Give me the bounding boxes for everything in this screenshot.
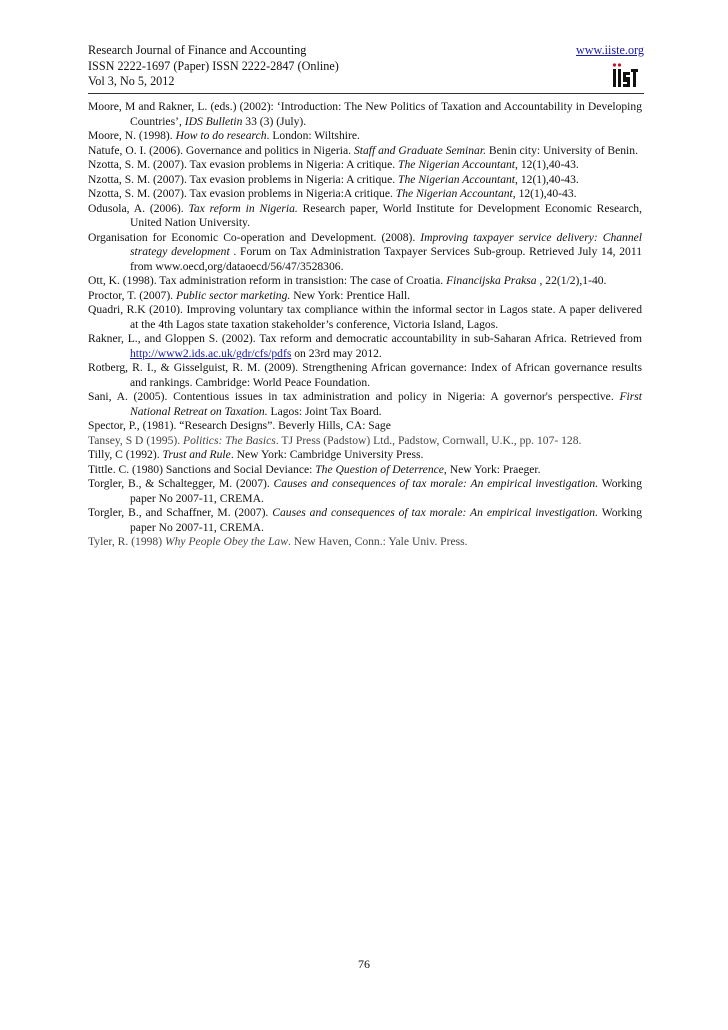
reference-entry — [88, 535, 642, 550]
reference-entry — [88, 477, 642, 506]
reference-text: . TJ Press (Padstow) Ltd., Padstow, Cornwall, U.K., pp. 107- 128. — [275, 433, 582, 447]
reference-entry — [88, 361, 642, 390]
reference-text: Moore, M and Rakner, L. (eds.) (2002): ‘Introduction: The New Politics of Taxation and Accountability in Developing Countries’, — [88, 100, 642, 128]
reference-text: Research paper, World Institute for Development Economic Research, United Nation University. — [130, 201, 642, 229]
reference-text: Proctor, T. (2007). — [88, 288, 176, 302]
reference-text: Nzotta, S. M. (2007). Tax evasion problems in Nigeria: A critique. — [88, 158, 399, 171]
reference-entry — [88, 390, 642, 419]
reference-text: Torgler, B., & Schaltegger, M. (2007). — [88, 477, 274, 490]
volume-line: Vol 3, No 5, 2012 — [88, 74, 175, 88]
issn-line: ISSN 2222-1697 (Paper) ISSN 2222-2847 (Online) — [88, 58, 339, 73]
reference-italic-text: The Nigerian Accountant — [395, 187, 513, 200]
reference-text: Nzotta, S. M. (2007). Tax evasion problems in Nigeria: A critique. — [88, 172, 399, 186]
reference-link[interactable]: http://www2.ids.ac.uk/gdr/cfs/pdfs — [130, 346, 292, 360]
reference-italic-text: Politics: The Basics — [183, 433, 276, 447]
reference-italic-text: The Question of Deterrence — [315, 462, 444, 476]
reference-entry — [88, 158, 642, 173]
reference-text: New York: Prentice Hall. — [290, 288, 411, 302]
reference-italic-text: The Nigerian Accountant — [398, 172, 516, 186]
reference-italic-text: IDS Bulletin — [184, 114, 243, 128]
reference-text: Moore, N. (1998). — [88, 129, 176, 142]
reference-italic-text: Causes and consequences of tax morale: An empirical investigation. — [273, 477, 599, 490]
reference-italic-text: Staff and Graduate Seminar. — [353, 143, 486, 157]
reference-text: Ott, K. (1998). Tax administration reform in transistion: The case of Croatia. — [88, 274, 447, 287]
reference-list — [88, 100, 642, 550]
reference-text: Rotberg, R. I., & Gisselguist, R. M. (2009). Strengthening African governance: Index of African governance results and rankings. Cambridge: World Peace Foundation. — [88, 361, 642, 389]
reference-entry — [88, 289, 642, 304]
reference-text: Tyler, R. (1998) — [88, 535, 165, 548]
reference-entry — [88, 332, 642, 361]
reference-entry — [88, 463, 642, 478]
reference-entry — [88, 506, 642, 535]
reference-text: Working paper No 2007-11, CREMA. — [130, 477, 642, 505]
reference-text: Lagos: Joint Tax Board. — [267, 404, 382, 418]
reference-italic-text: The Nigerian Accountant — [398, 158, 516, 171]
reference-text: on 23rd may 2012. — [291, 346, 382, 360]
reference-text: Tansey, S D (1995). — [88, 433, 184, 447]
reference-italic-text: Improving taxpayer service delivery: Channel strategy development — [130, 230, 642, 258]
reference-italic-text: How to do research — [175, 129, 267, 142]
reference-text: . London: Wiltshire. — [266, 129, 360, 142]
reference-text: Rakner, L., and Gloppen S. (2002). Tax reform and democratic accountability in sub-Saharan Africa. Retrieved from — [88, 332, 642, 345]
reference-italic-text: Causes and consequences of tax morale: An empirical investigation. — [272, 506, 598, 519]
reference-text: Odusola, A. (2006). — [88, 201, 189, 215]
reference-text: , 12(1),40-43. — [515, 158, 579, 171]
reference-text: . New Haven, Conn.: Yale Univ. Press. — [287, 535, 468, 548]
page-number: 76 — [358, 957, 370, 971]
reference-text: . New York: Cambridge University Press. — [230, 448, 424, 461]
reference-text: Torgler, B., and Schaffner, M. (2007). — [88, 506, 273, 519]
reference-italic-text: Tax reform in Nigeria. — [188, 201, 298, 215]
reference-text: Sani, A. (2005). Contentious issues in tax administration and policy in Nigeria: A governor's perspective. — [88, 390, 620, 403]
reference-text: , 22(1/2),1-40. — [536, 274, 607, 287]
reference-entry — [88, 434, 642, 449]
header-divider — [88, 93, 644, 94]
reference-text: Working paper No 2007-11, CREMA. — [130, 506, 642, 534]
reference-entry — [88, 448, 642, 463]
journal-title: Research Journal of Finance and Accounting — [88, 43, 307, 57]
website-link[interactable]: www.iiste.org — [575, 43, 644, 57]
reference-text: Benin city: University of Benin. — [485, 143, 638, 157]
reference-text: Tilly, C (1992). — [88, 448, 163, 461]
reference-entry — [88, 419, 642, 434]
reference-entry — [88, 144, 642, 159]
reference-entry — [88, 187, 642, 202]
reference-italic-text: Why People Obey the Law — [164, 535, 288, 548]
reference-text: Tittle. C. (1980) Sanctions and Social Deviance: — [88, 462, 316, 476]
reference-entry — [88, 303, 642, 332]
iiste-logo-icon — [610, 60, 640, 90]
reference-text: Quadri, R.K (2010). Improving voluntary tax compliance within the informal sector in Lagos state. A paper delivered at the 4th Lagos state taxation stakeholder’s conference, Victoria Island, Lagos. — [88, 303, 642, 331]
reference-text: Organisation for Economic Co-operation and Development. (2008). — [88, 230, 421, 244]
reference-entry — [88, 173, 642, 188]
reference-italic-text: Public sector marketing. — [175, 288, 291, 302]
reference-text: , 12(1),40-43. — [512, 187, 577, 200]
reference-entry — [88, 100, 642, 129]
reference-text: Spector, P., (1981). “Research Designs”. Beverly Hills, CA: Sage — [88, 419, 391, 432]
reference-entry — [88, 231, 642, 275]
reference-text: . Forum on Tax Administration Taxpayer Services Sub-group. Retrieved July 14, 2011 from www.oecd,org/dataoecd/56/47/3528306. — [130, 245, 643, 273]
reference-entry — [88, 202, 642, 231]
reference-text: , 12(1),40-43. — [515, 172, 579, 186]
reference-text: , New York: Praeger. — [443, 462, 541, 476]
reference-italic-text: Financijska Praksa — [446, 274, 537, 287]
reference-text: Nzotta, S. M. (2007). Tax evasion problems in Nigeria:A critique. — [88, 187, 396, 200]
reference-text: Natufe, O. I. (2006). Governance and politics in Nigeria. — [88, 143, 354, 157]
running-header — [88, 43, 644, 90]
reference-italic-text: First National Retreat on Taxation. — [130, 390, 642, 418]
reference-entry — [88, 274, 642, 289]
reference-italic-text: Trust and Rule — [162, 448, 231, 461]
reference-entry — [88, 129, 642, 144]
reference-text: 33 (3) (July). — [242, 114, 307, 128]
